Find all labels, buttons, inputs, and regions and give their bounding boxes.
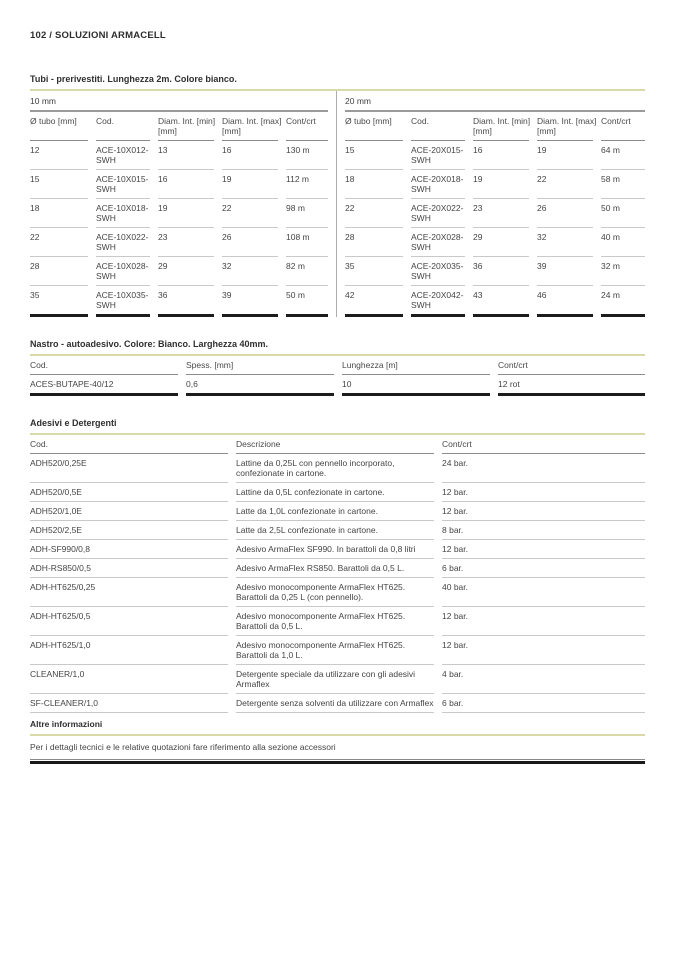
tube-code-cell: ACE-10X028-SWH [96,257,150,286]
tube-content-cell: 112 m [286,170,328,199]
tube-diam-max-cell: 22 [222,199,278,228]
adhesive-description-cell: Adesivo monocomponente ArmaFlex HT625. Barattoli da 1,0 L. [236,636,434,665]
col-header-content: Cont/crt [601,112,645,141]
tube-diameter-cell: 12 [30,141,88,170]
tube-code-cell: ACE-20X028-SWH [411,228,465,257]
col-header-length: Lunghezza [m] [342,356,490,375]
table-row [345,170,645,199]
tube-table-body-10mm [30,141,328,317]
col-header-code: Cod. [96,112,150,141]
tubes-twin-tables [30,91,645,317]
tube-content-cell: 24 m [601,286,645,317]
adhesive-content-cell: 4 bar. [442,665,645,694]
tube-diameter-cell: 35 [30,286,88,317]
col-header-code: Cod. [411,112,465,141]
tube-content-cell: 108 m [286,228,328,257]
tube-code-cell: ACE-20X018-SWH [411,170,465,199]
tube-diam-max-cell: 19 [222,170,278,199]
table-row [30,540,645,559]
adhesives-table-header [30,435,645,454]
tube-content-cell: 130 m [286,141,328,170]
adhesive-description-cell: Adesivo monocomponente ArmaFlex HT625. Barattoli da 0,25 L (con pennello). [236,578,434,607]
table-row [30,578,645,607]
adhesive-description-cell: Latte da 2,5L confezionate in cartone. [236,521,434,540]
col-header-diam-max: Diam. Int. [max] [mm] [222,112,278,141]
adhesive-code-cell: ADH520/2,5E [30,521,228,540]
adhesive-description-cell: Adesivo monocomponente ArmaFlex HT625. Barattoli da 0,5 L. [236,607,434,636]
adhesive-code-cell: SF-CLEANER/1,0 [30,694,228,713]
tube-code-cell: ACE-10X035-SWH [96,286,150,317]
adhesive-description-cell: Lattine da 0,5L confezionate in cartone. [236,483,434,502]
table-row [30,454,645,483]
adhesive-content-cell: 8 bar. [442,521,645,540]
tape-thickness-cell: 0,6 [186,375,334,396]
table-row [345,199,645,228]
tube-diameter-cell: 28 [30,257,88,286]
tube-diam-min-cell: 43 [473,286,529,317]
col-header-diameter: Ø tubo [mm] [30,112,88,141]
adhesive-description-cell: Latte da 1,0L confezionate in cartone. [236,502,434,521]
table-row [30,694,645,713]
tube-diam-max-cell: 26 [222,228,278,257]
col-header-content: Cont/crt [498,356,645,375]
adhesive-description-cell: Detergente senza solventi da utilizzare con Armaflex [236,694,434,713]
table-row [30,502,645,521]
tube-diam-max-cell: 32 [222,257,278,286]
tube-diameter-cell: 18 [345,170,403,199]
tube-diameter-cell: 15 [345,141,403,170]
adhesive-content-cell: 12 bar. [442,607,645,636]
tube-code-cell: ACE-10X022-SWH [96,228,150,257]
table-row [30,483,645,502]
tube-diam-max-cell: 39 [537,257,593,286]
tube-table-header-10mm [30,112,328,141]
tube-diam-max-cell: 32 [537,228,593,257]
adhesives-section-title: Adesivi e Detergenti [30,418,117,428]
col-header-diam-max: Diam. Int. [max] [mm] [537,112,593,141]
tube-diameter-cell: 22 [30,228,88,257]
col-header-content: Cont/crt [286,112,328,141]
adhesive-content-cell: 24 bar. [442,454,645,483]
table-row [30,375,645,396]
adhesive-content-cell: 6 bar. [442,559,645,578]
col-header-diam-min: Diam. Int. [min] [mm] [158,112,214,141]
table-row [30,559,645,578]
tube-group-label-10mm: 10 mm [30,91,328,112]
table-row [30,228,328,257]
table-row [30,170,328,199]
tape-content-cell: 12 rot [498,375,645,396]
tubes-section-title: Tubi - prerivestiti. Lunghezza 2m. Colore bianco. [30,74,237,84]
table-row [30,521,645,540]
col-header-diam-min: Diam. Int. [min] [mm] [473,112,529,141]
table-row [345,286,645,317]
adhesive-code-cell: ADH520/1,0E [30,502,228,521]
tube-code-cell: ACE-10X012-SWH [96,141,150,170]
tube-content-cell: 50 m [601,199,645,228]
tube-diam-max-cell: 19 [537,141,593,170]
tube-table-20mm [337,91,645,317]
tube-diam-min-cell: 29 [473,228,529,257]
tape-table-body [30,375,645,396]
tube-diam-max-cell: 16 [222,141,278,170]
tube-diam-max-cell: 22 [537,170,593,199]
tube-table-header-20mm [345,112,645,141]
page-header: 102 / SOLUZIONI ARMACELL [30,30,166,41]
tube-diam-min-cell: 19 [158,199,214,228]
col-header-thickness: Spess. [mm] [186,356,334,375]
tube-code-cell: ACE-20X015-SWH [411,141,465,170]
adhesive-description-cell: Adesivo ArmaFlex RS850. Barattoli da 0,5 L. [236,559,434,578]
adhesive-code-cell: ADH-SF990/0,8 [30,540,228,559]
adhesives-table-body [30,454,645,713]
tube-code-cell: ACE-10X018-SWH [96,199,150,228]
tube-code-cell: ACE-20X035-SWH [411,257,465,286]
adhesive-content-cell: 40 bar. [442,578,645,607]
adhesive-content-cell: 12 bar. [442,636,645,665]
adhesive-code-cell: ADH-HT625/0,25 [30,578,228,607]
table-row [345,228,645,257]
adhesives-section [30,418,645,764]
tape-section-title: Nastro - autoadesivo. Colore: Bianco. Larghezza 40mm. [30,339,269,349]
col-header-diameter: Ø tubo [mm] [345,112,403,141]
table-row [345,141,645,170]
adhesive-content-cell: 6 bar. [442,694,645,713]
tape-table-header [30,356,645,375]
tube-content-cell: 58 m [601,170,645,199]
tube-diameter-cell: 35 [345,257,403,286]
tube-content-cell: 64 m [601,141,645,170]
col-header-description: Descrizione [236,435,434,454]
tube-diam-min-cell: 29 [158,257,214,286]
table-row [30,286,328,317]
adhesive-code-cell: ADH-RS850/0,5 [30,559,228,578]
adhesive-content-cell: 12 bar. [442,483,645,502]
document-end-rule [30,759,645,760]
other-info-note: Per i dettagli tecnici e le relative quotazioni fare riferimento alla sezione accessori [30,742,336,752]
tube-content-cell: 98 m [286,199,328,228]
table-row [30,665,645,694]
tube-content-cell: 82 m [286,257,328,286]
tube-diam-min-cell: 19 [473,170,529,199]
adhesive-description-cell: Adesivo ArmaFlex SF990. In barattoli da 0,8 litri [236,540,434,559]
tape-length-cell: 10 [342,375,490,396]
document-end-rule [30,761,645,764]
tube-code-cell: ACE-20X042-SWH [411,286,465,317]
tube-diam-min-cell: 36 [473,257,529,286]
tubes-section [30,74,645,317]
adhesive-code-cell: ADH520/0,25E [30,454,228,483]
tube-diam-max-cell: 39 [222,286,278,317]
other-info-block [30,713,645,764]
tube-diam-min-cell: 23 [473,199,529,228]
tube-diameter-cell: 15 [30,170,88,199]
tube-table-10mm [30,91,336,317]
table-row [30,636,645,665]
tube-diam-min-cell: 23 [158,228,214,257]
tube-code-cell: ACE-10X015-SWH [96,170,150,199]
tube-diameter-cell: 28 [345,228,403,257]
col-header-code: Cod. [30,356,178,375]
tube-diam-max-cell: 46 [537,286,593,317]
adhesive-content-cell: 12 bar. [442,502,645,521]
tube-content-cell: 50 m [286,286,328,317]
tube-diam-min-cell: 16 [158,170,214,199]
adhesive-description-cell: Lattine da 0,25L con pennello incorporato, confezionate in cartone. [236,454,434,483]
table-row [30,199,328,228]
adhesive-description-cell: Detergente speciale da utilizzare con gli adesivi Armaflex [236,665,434,694]
table-row [30,141,328,170]
tape-section [30,339,645,396]
tube-content-cell: 40 m [601,228,645,257]
tube-group-label-20mm: 20 mm [345,91,645,112]
col-header-content: Cont/crt [442,435,645,454]
tube-diam-max-cell: 26 [537,199,593,228]
tube-diameter-cell: 18 [30,199,88,228]
tube-diameter-cell: 22 [345,199,403,228]
table-row [30,607,645,636]
tube-diam-min-cell: 36 [158,286,214,317]
adhesive-code-cell: ADH-HT625/0,5 [30,607,228,636]
table-row [345,257,645,286]
tube-diam-min-cell: 13 [158,141,214,170]
tube-diameter-cell: 42 [345,286,403,317]
tape-code-cell: ACES-BUTAPE-40/12 [30,375,178,396]
adhesive-code-cell: ADH520/0,5E [30,483,228,502]
tube-diam-min-cell: 16 [473,141,529,170]
tube-table-body-20mm [345,141,645,317]
adhesive-code-cell: ADH-HT625/1,0 [30,636,228,665]
table-row [30,257,328,286]
other-info-title: Altre informazioni [30,719,103,729]
col-header-code: Cod. [30,435,228,454]
adhesive-content-cell: 12 bar. [442,540,645,559]
tube-code-cell: ACE-20X022-SWH [411,199,465,228]
adhesive-code-cell: CLEANER/1,0 [30,665,228,694]
tube-content-cell: 32 m [601,257,645,286]
